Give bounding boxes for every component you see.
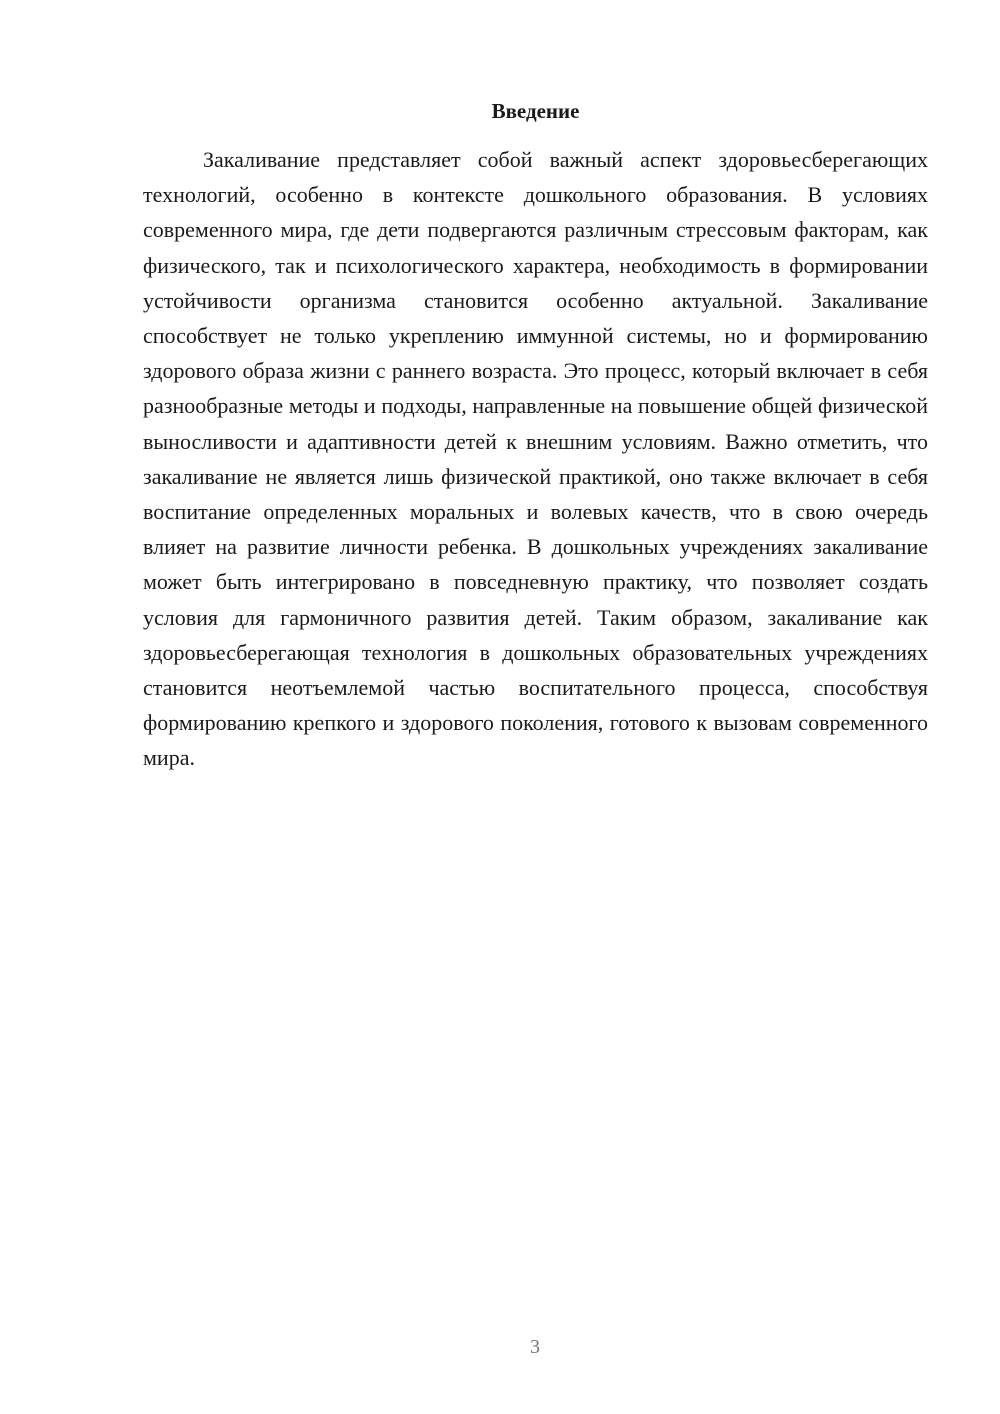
page-number: 3 (530, 1336, 540, 1358)
section-heading: Введение (491, 99, 580, 123)
body-paragraph: Закаливание представляет собой важный аспект здоровьесберегающих технологий, особенно в контексте дошкольного образования. В условиях современного мира, где дети подвергаются различным стрессовым факторам, как физического, так и психологического характера, необходимость в формировании устойчивости организма становится особенно актуальной. Закаливание способствует не только укреплению иммунной системы, но и формированию здорового образа жизни с раннего возраста. Это процесс, который включает в себя разнообразные методы и подходы, направленные на повышение общей физической выносливости и адаптивности детей к внешним условиям. Важно отметить, что закаливание не является лишь физической практикой, оно также включает в себя воспитание определенных моральных и волевых качеств, что в свою очередь влияет на развитие личности ребенка. В дошкольных учреждениях закаливание может быть интегрировано в повседневную практику, что позволяет создать условия для гармоничного развития детей. Таким образом, закаливание как здоровьесберегающая технология в дошкольных образовательных учреждениях становится неотъемлемой частью воспитательного процесса, способствуя формированию крепкого и здорового поколения, готового к вызовам современного мира. (143, 147, 928, 771)
